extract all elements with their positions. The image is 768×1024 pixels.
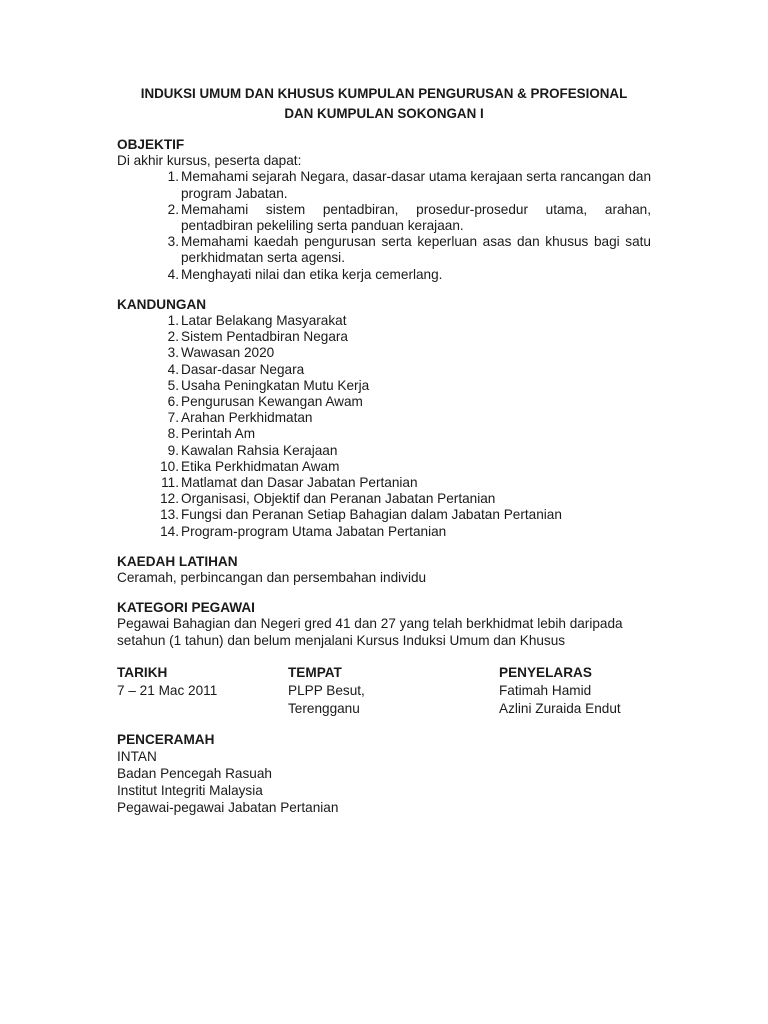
kandungan-heading: KANDUNGAN	[117, 296, 207, 312]
item-number: 8.	[167, 426, 179, 442]
item-text: Perintah Am	[181, 426, 256, 442]
objektif-section	[117, 137, 651, 283]
item-text: Memahami kaedah pengurusan serta keperluan asas dan khusus bagi satu perkhidmatan serta agensi.	[181, 234, 651, 266]
list-item	[117, 507, 651, 523]
item-number: 6.	[167, 394, 179, 410]
list-item	[117, 378, 651, 394]
list-item	[117, 475, 651, 491]
item-number: 3.	[167, 234, 179, 250]
list-item	[117, 345, 651, 361]
tarikh-heading: TARIKH	[117, 664, 168, 680]
item-text: Memahami sejarah Negara, dasar-dasar utama kerajaan serta rancangan dan program Jabatan.	[181, 169, 651, 201]
item-text: Matlamat dan Dasar Jabatan Pertanian	[181, 475, 418, 491]
item-text: Program-program Utama Jabatan Pertanian	[181, 523, 447, 539]
item-number: 11.	[161, 475, 179, 491]
list-item	[117, 459, 651, 475]
objektif-heading: OBJEKTIF	[117, 137, 185, 152]
item-text: Sistem Pentadbiran Negara	[181, 329, 348, 345]
objektif-intro: Di akhir kursus, peserta dapat:	[117, 153, 302, 169]
info-table	[117, 664, 651, 718]
item-text: Pengurusan Kewangan Awam	[181, 394, 363, 410]
kaedah-text: Ceramah, perbincangan dan persembahan individu	[117, 570, 427, 586]
item-text: Latar Belakang Masyarakat	[181, 313, 347, 329]
kategori-heading: KATEGORI PEGAWAI	[117, 600, 255, 616]
list-item	[117, 362, 651, 378]
penceramah-item: INTAN	[117, 749, 157, 765]
penyelaras-line-2: Azlini Zuraida Endut	[499, 700, 621, 716]
item-text: Usaha Peningkatan Mutu Kerja	[181, 377, 370, 393]
kandungan-section	[117, 297, 651, 540]
item-number: 4.	[167, 361, 179, 377]
objektif-list	[117, 169, 651, 282]
tempat-line-2: Terengganu	[288, 700, 360, 716]
document-page	[117, 84, 651, 816]
list-item	[117, 443, 651, 459]
item-text: Memahami sistem pentadbiran, prosedur-prosedur utama, arahan, pentadbiran pekeliling serta panduan kerajaan.	[181, 201, 651, 234]
item-text: Fungsi dan Peranan Setiap Bahagian dalam Jabatan Pertanian	[181, 507, 562, 523]
penceramah-heading: PENCERAMAH	[117, 731, 215, 747]
item-text: Organisasi, Objektif dan Peranan Jabatan Pertanian	[181, 491, 496, 507]
tarikh-empty	[117, 700, 288, 718]
item-number: 1.	[167, 313, 179, 329]
item-number: 1.	[167, 169, 179, 185]
list-item	[117, 202, 651, 234]
item-number: 2.	[167, 201, 179, 217]
item-number: 5.	[167, 377, 179, 393]
list-item	[117, 426, 651, 442]
penyelaras-line-1: Fatimah Hamid	[499, 682, 592, 698]
list-item	[117, 524, 651, 540]
list-item	[117, 267, 651, 283]
item-text: Menghayati nilai dan etika kerja cemerlang.	[181, 266, 443, 282]
item-text: Etika Perkhidmatan Awam	[181, 458, 340, 474]
list-item	[117, 491, 651, 507]
penceramah-section	[117, 732, 651, 816]
penceramah-item: Institut Integriti Malaysia	[117, 783, 263, 799]
penceramah-item: Badan Pencegah Rasuah	[117, 766, 272, 782]
item-number: 7.	[167, 410, 179, 426]
item-text: Wawasan 2020	[181, 345, 275, 361]
item-number: 14.	[160, 523, 179, 539]
item-number: 10.	[160, 458, 179, 474]
kategori-text: Pegawai Bahagian dan Negeri gred 41 dan 27 yang telah berkhidmat lebih daripada setahun (1 tahun) dan belum menjalani Kursus Induksi Umum dan Khusus	[117, 616, 623, 648]
item-text: Dasar-dasar Negara	[181, 361, 305, 377]
item-number: 12.	[160, 491, 179, 507]
kaedah-heading: KAEDAH LATIHAN	[117, 553, 238, 569]
document-title	[117, 84, 651, 123]
list-item	[117, 410, 651, 426]
item-text: Arahan Perkhidmatan	[181, 410, 313, 426]
list-item	[117, 313, 651, 329]
item-number: 13.	[160, 507, 179, 523]
item-number: 9.	[167, 442, 179, 458]
item-text: Kawalan Rahsia Kerajaan	[181, 442, 338, 458]
tarikh-value: 7 – 21 Mac 2011	[117, 682, 218, 698]
list-item	[117, 329, 651, 345]
item-number: 4.	[167, 266, 179, 282]
tempat-line-1: PLPP Besut,	[288, 682, 365, 698]
list-item	[117, 169, 651, 201]
kaedah-section	[117, 554, 651, 586]
penceramah-item: Pegawai-pegawai Jabatan Pertanian	[117, 800, 339, 816]
kandungan-list	[117, 313, 651, 540]
title-line-2: DAN KUMPULAN SOKONGAN I	[284, 105, 484, 121]
penyelaras-heading: PENYELARAS	[499, 664, 592, 680]
kategori-section	[117, 600, 651, 649]
list-item	[117, 234, 651, 266]
list-item	[117, 394, 651, 410]
tempat-heading: TEMPAT	[288, 664, 342, 680]
item-number: 2.	[167, 329, 179, 345]
title-line-1: INDUKSI UMUM DAN KHUSUS KUMPULAN PENGURUSAN & PROFESIONAL	[140, 86, 628, 101]
item-number: 3.	[167, 345, 179, 361]
